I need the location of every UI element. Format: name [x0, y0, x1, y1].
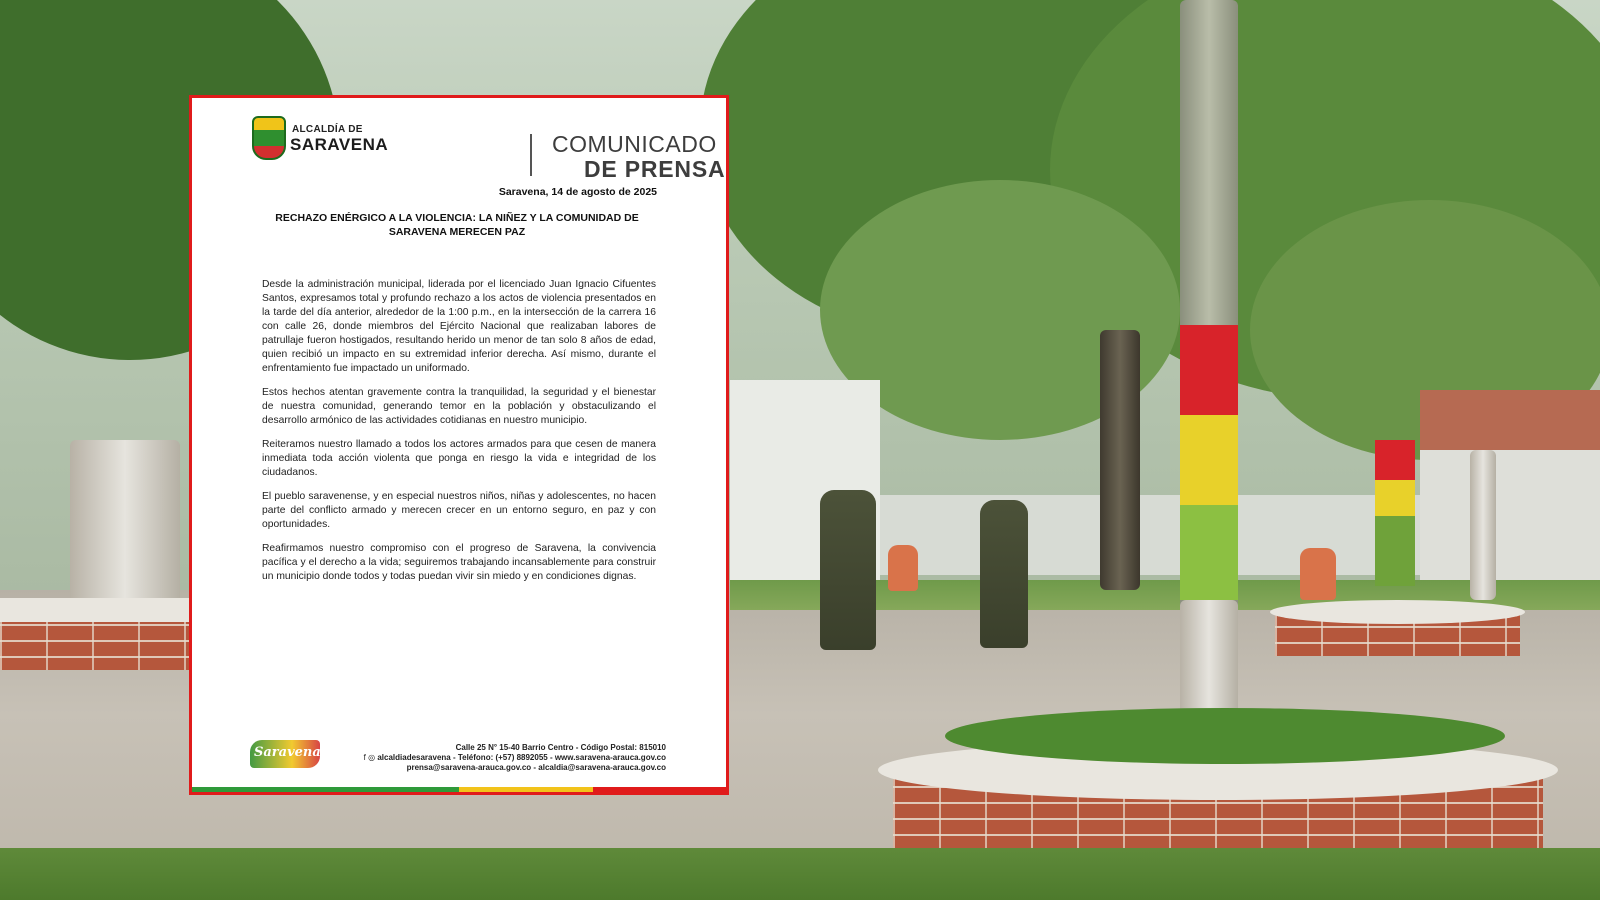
- stripe-green: [192, 787, 459, 792]
- footer-logo: [250, 740, 320, 770]
- body-paragraph: Estos hechos atentan gravemente contra la tranquilidad, la seguridad y el bienestar de nuestra comunidad, generando temor en la población y obstaculizando el desarrollo armónico de las actividades cotidianas en nuestro municipio.: [262, 387, 656, 426]
- stripe-red: [593, 787, 727, 792]
- contact-info: [364, 743, 666, 773]
- release-date: Saravena, 14 de agosto de 2025: [498, 186, 657, 198]
- email-line: prensa@saravena-arauca.gov.co - alcaldia@saravena-arauca.gov.co: [406, 763, 666, 772]
- planter-grass: [945, 708, 1505, 764]
- planter-rim: [0, 598, 200, 622]
- body-paragraph: El pueblo saravenense, y en especial nuestros niños, niñas y adolescentes, no hacen parte del conflicto armado y merecen crecer en un entorno seguro, en paz y con oportunidades.: [262, 491, 656, 530]
- trunk-band-red: [1375, 440, 1415, 480]
- document-header: [252, 116, 726, 182]
- tree-trunk: [70, 440, 180, 610]
- header-divider: [530, 134, 532, 176]
- flag-stripe: [192, 787, 726, 792]
- body-paragraph: Reafirmamos nuestro compromiso con el progreso de Saravena, la convivencia pacífica y el derecho a la vida; seguiremos trabajando incansablemente para construir un municipio donde todos y todas puedan vivir sin miedo y en condiciones dignas.: [262, 543, 656, 582]
- tree-trunk: [1100, 330, 1140, 590]
- address-line: Calle 25 N° 15-40 Barrio Centro - Código Postal: 815010: [455, 743, 666, 752]
- release-body: [262, 278, 656, 594]
- body-paragraph: Desde la administración municipal, liderada por el licenciado Juan Ignacio Cifuentes Santos, expresamos total y profundo rechazo a los actos de violencia presentados en la tarde del día anterior, alrededor de la 1:00 p.m., en la intersección de la carrera 16 con calle 26, donde miembros del Ejército Nacional que realizaban labores de patrullaje fueron hostigados, resultando herido un menor de tan solo 8 años de edad, quien recibió un impacto en su extremidad inferior derecha. Así mismo, durante el enfrentamiento fue impactado un uniformado.: [262, 279, 656, 374]
- title-line1: COMUNICADO: [552, 131, 717, 157]
- planter-rim: [1270, 600, 1525, 624]
- press-release-document: [189, 95, 729, 795]
- trunk-band-green: [1375, 516, 1415, 586]
- municipal-crest-icon: [252, 116, 286, 160]
- release-headline: RECHAZO ENÉRGICO A LA VIOLENCIA: LA NIÑEZ Y LA COMUNIDAD DE SARAVENA MERECEN PAZ: [275, 212, 639, 238]
- social-icons: f ◎: [363, 753, 376, 762]
- soldier: [820, 490, 876, 650]
- logo-line2: SARAVENA: [290, 135, 389, 154]
- tree-trunk: [1470, 450, 1496, 600]
- contact-line: [364, 753, 666, 763]
- painted-tree-trunk: [1180, 600, 1238, 720]
- contact-text: alcaldiadesaravena - Teléfono: (+57) 8892055 - www.saravena-arauca.gov.co: [377, 753, 666, 762]
- seated-person: [1300, 548, 1336, 600]
- soldier: [980, 500, 1028, 648]
- trunk-band-green: [1180, 505, 1238, 600]
- title-line2: DE PRENSA: [584, 156, 726, 182]
- trunk-band-yellow: [1180, 415, 1238, 505]
- logo-line1: ALCALDÍA DE: [292, 124, 363, 135]
- foreground-grass: [0, 848, 1600, 900]
- footer-logo-text: Saravena: [254, 745, 321, 760]
- stripe-yellow: [459, 787, 593, 792]
- building: [1420, 450, 1600, 580]
- trunk-band-red: [1180, 325, 1238, 415]
- wall: [880, 495, 1420, 575]
- trunk-band-yellow: [1375, 480, 1415, 516]
- building-roof: [1420, 390, 1600, 450]
- person: [888, 545, 918, 591]
- body-paragraph: Reiteramos nuestro llamado a todos los actores armados para que cesen de manera inmediata toda acción violenta que ponga en riesgo la vida e integridad de los ciudadanos.: [262, 439, 656, 478]
